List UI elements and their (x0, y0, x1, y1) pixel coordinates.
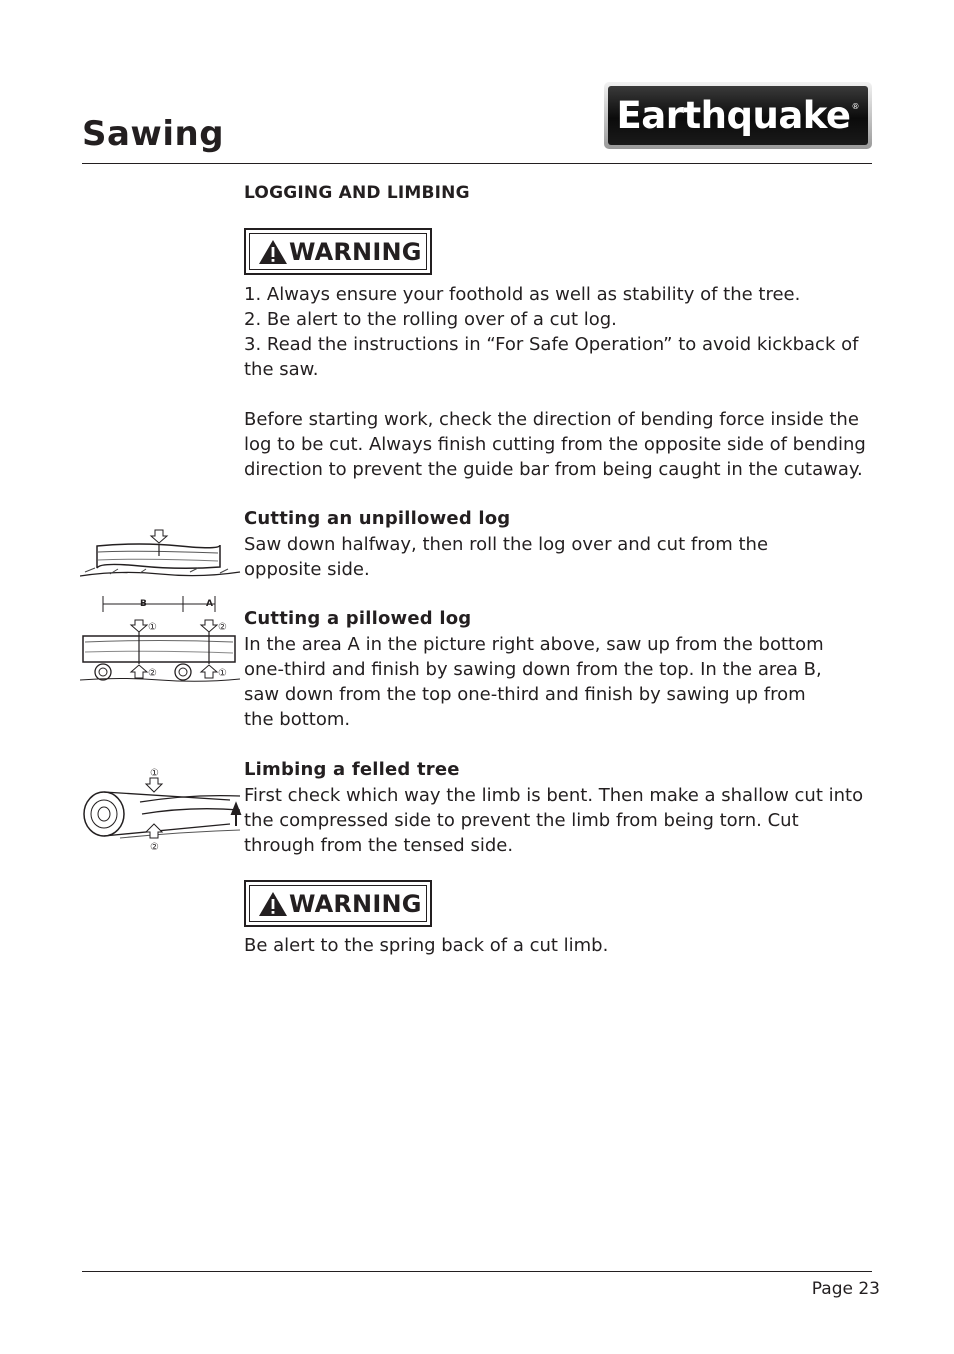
subsection-title: Limbing a felled tree (244, 759, 460, 780)
warning-item: 2. Be alert to the rolling over of a cut log. (244, 309, 617, 330)
warning-list (244, 282, 874, 382)
step-mark-one: ① (218, 668, 227, 679)
page-number: Page 23 (811, 1279, 880, 1299)
warning-triangle-icon (258, 891, 288, 917)
step-mark-one: ① (150, 768, 159, 779)
warning-box (244, 880, 432, 927)
brand-logo (604, 82, 872, 149)
warning-item: 1. Always ensure your foothold as well as stability of the tree. (244, 284, 801, 305)
page-title: Sawing (82, 114, 225, 154)
subsection-body: Saw down halfway, then roll the log over and cut from the opposite side. (244, 534, 769, 580)
footer-rule (82, 1271, 872, 1272)
warning-item: 3. Read the instructions in “For Safe Operation” to avoid kickback of the saw. (244, 334, 859, 380)
felled-tree-figure (80, 766, 244, 854)
pillowed-log-figure (80, 594, 240, 686)
subsection-title: Cutting an unpillowed log (244, 508, 511, 529)
subsection-body: In the area A in the picture right above, saw up from the bottom one-third and finish by sawing down from the top. In the area B, saw down from the top one-third and finish by sawing up from the bottom. (244, 634, 824, 730)
section-heading: LOGGING AND LIMBING (244, 183, 470, 203)
warning-label: WARNING (289, 889, 422, 918)
header-rule (82, 163, 872, 164)
label-b: B (140, 599, 147, 609)
step-mark-two: ② (150, 842, 159, 853)
step-mark-two: ② (148, 668, 157, 679)
warning-box (244, 228, 432, 275)
final-warning-text: Be alert to the spring back of a cut limb. (244, 935, 609, 956)
step-mark-one: ① (148, 622, 157, 633)
unpillowed-log-figure (80, 522, 242, 582)
logo-text: Earthquake (616, 94, 851, 137)
registered-mark: ® (851, 102, 860, 111)
warning-triangle-icon (258, 239, 288, 265)
step-mark-two: ② (218, 622, 227, 633)
subsection-title: Cutting a pillowed log (244, 608, 472, 629)
warning-label: WARNING (289, 237, 422, 266)
subsection-body: First check which way the limb is bent. Then make a shallow cut into the compressed side to prevent the limb from being torn. Cut through from the tensed side. (244, 785, 864, 856)
intro-paragraph: Before starting work, check the direction of bending force inside the log to be cut. Always finish cutting from the opposite side of bending direction to prevent the guide bar from being caught in the cutaway. (244, 409, 866, 480)
label-a: A (206, 599, 213, 609)
